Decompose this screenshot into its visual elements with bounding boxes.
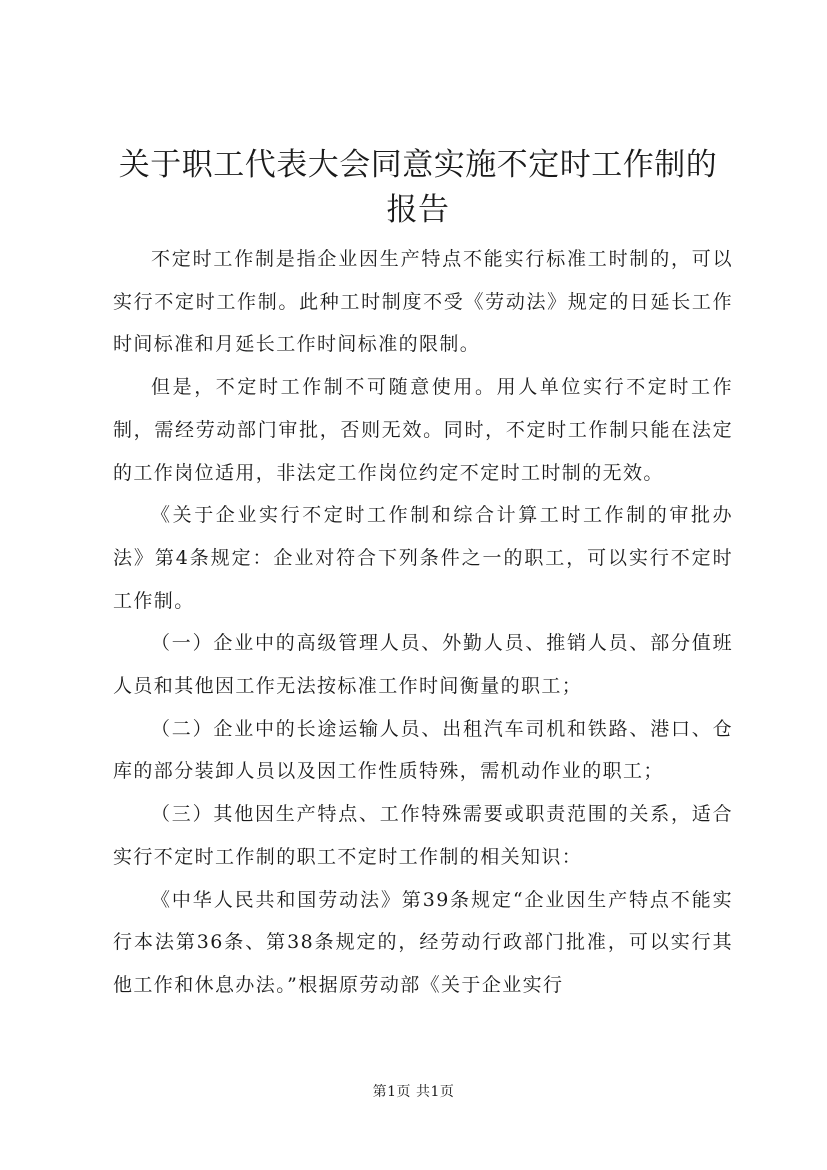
document-body [113,238,733,1007]
page-number-footer: 第1页 共1页 [372,1084,455,1100]
paragraph-2: 但是，不定时工作制不可随意使用。用人单位实行不定时工作制，需经劳动部门审批，否则无效。同时，不定时工作制只能在法定的工作岗位适用，非法定工作岗位约定不定时工时制的无效。 [113,376,733,484]
paragraph-3: 《关于企业实行不定时工作制和综合计算工时工作制的审批办法》第4条规定：企业对符合下列条件之一的职工，可以实行不定时工作制。 [113,504,733,612]
paragraph-5: （二）企业中的长途运输人员、出租汽车司机和铁路、港口、仓库的部分装卸人员以及因工作性质特殊，需机动作业的职工； [113,717,733,783]
paragraph-7: 《中华人民共和国劳动法》第39条规定“企业因生产特点不能实行本法第36条、第38条规定的，经劳动行政部门批准，可以实行其他工作和休息办法。”根据原劳动部《关于企业实行 [113,888,733,996]
paragraph-4: （一）企业中的高级管理人员、外勤人员、推销人员、部分值班人员和其他因工作无法按标准工作时间衡量的职工； [113,632,733,698]
document-title: 关于职工代表大会同意实施不定时工作制的报告 [118,147,718,228]
paragraph-6: （三）其他因生产特点、工作特殊需要或职责范围的关系，适合实行不定时工作制的职工不定时工作制的相关知识： [113,803,733,868]
paragraph-1: 不定时工作制是指企业因生产特点不能实行标准工时制的，可以实行不定时工作制。此种工时制度不受《劳动法》规定的日延长工作时间标准和月延长工作时间标准的限制。 [113,248,733,356]
